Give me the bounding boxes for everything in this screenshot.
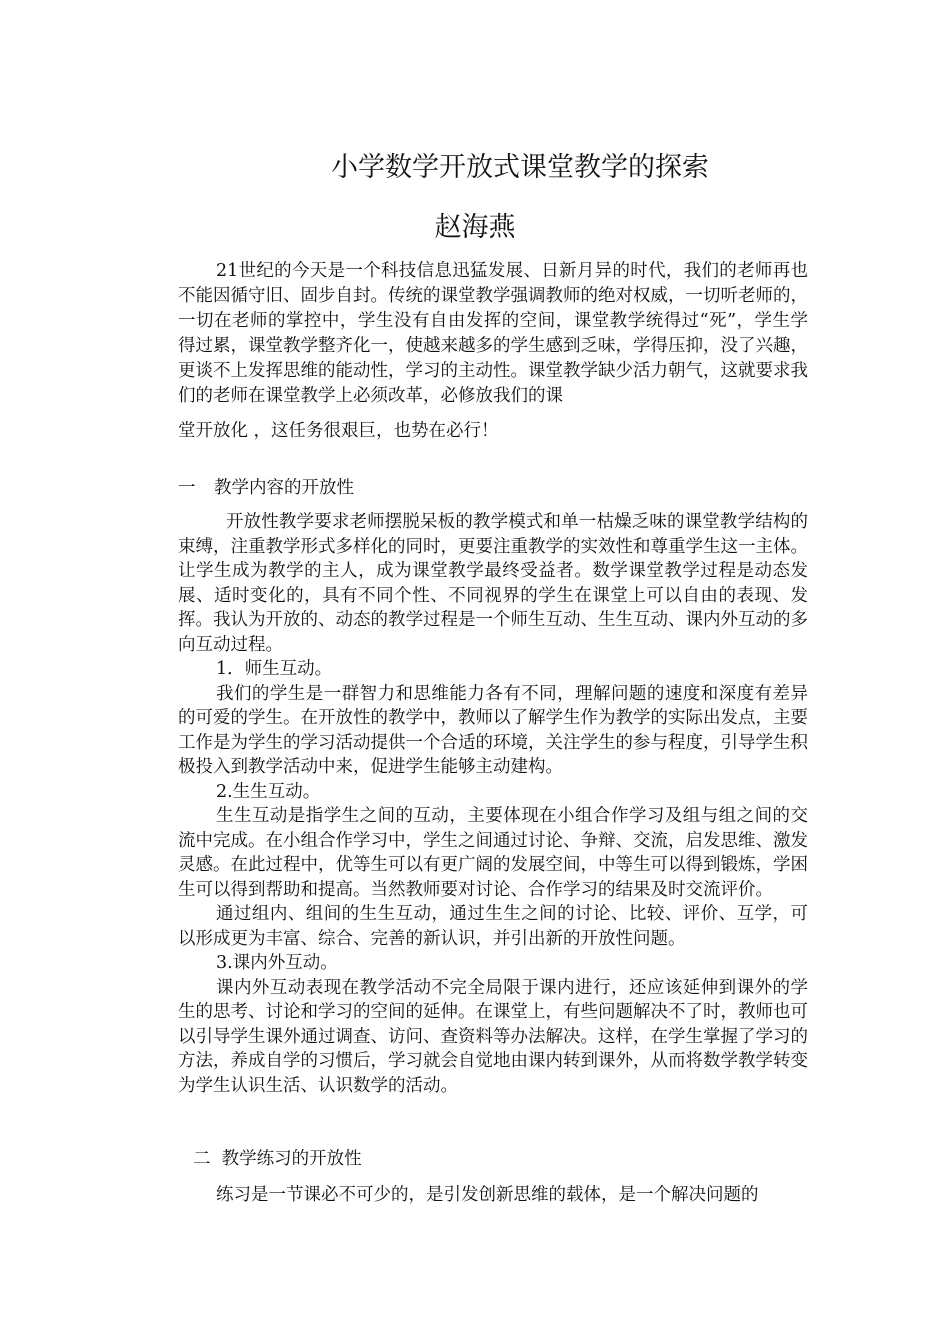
section1-body	[178, 510, 808, 1098]
subsection2-heading: 2.生生互动。	[216, 781, 321, 802]
subsection3-heading: 3.课内外互动。	[216, 953, 338, 973]
document-author: 赵海燕	[434, 212, 516, 243]
section2-heading-text: 教学练习的开放性	[221, 1149, 362, 1169]
section2-body	[178, 1183, 808, 1208]
section2-heading	[193, 1145, 362, 1170]
subsection2-paragraph: 生生互动是指学生之间的互动，主要体现在小组合作学习及组与组之间的交流中完成。在小组合作学习中，学生之间通过讨论、争辩、交流，启发思维、激发灵感。在此过程中，优等生可以有更广阔的发展空间，中等生可以得到锻炼，学困生可以得到帮助和提高。当然教师要对讨论、合作学习的结果及时交流评价。	[178, 806, 808, 900]
document-title: 小学数学开放式课堂教学的探索	[331, 152, 709, 183]
intro-paragraph: 21世纪的今天是一个科技信息迅猛发展、日新月异的时代，我们的老师再也不能因循守旧、固步自封。传统的课堂教学强调教师的绝对权威，一切听老师的，一切在老师的掌控中，学生没有自由发挥的空间，课堂教学统得过“死”，学生学得过累，课堂教学整齐化一，使越来越多的学生感到乏味，学得压抑，没了兴趣，更谈不上发挥思维的能动性，学习的主动性。课堂教学缺少活力朝气，这就要求我们的老师在课堂教学上必须改革，必修放我们的课	[178, 261, 808, 406]
subsection3-paragraph: 课内外互动表现在教学活动不完全局限于课内进行，还应该延伸到课外的学生的思考、讨论和学习的空间的延伸。在课堂上，有些问题解决不了时，教师也可以引导学生课外通过调查、访问、查资料等办法解决。这样，在学生掌握了学习的方法，养成自学的习惯后，学习就会自觉地由课内转到课外，从而将数学教学转变为学生认识生活、认识数学的活动。	[178, 977, 808, 1096]
section1-paragraph: 开放性教学要求老师摆脱呆板的教学模式和单一枯燥乏味的课堂教学结构的束缚，注重教学形式多样化的同时，更要注重教学的实效性和尊重学生这一主体。让学生成为教学的主人，成为课堂教学最终受益者。数学课堂教学过程是动态发展、适时变化的，具有不同个性、不同视界的学生在课堂上可以自由的表现、发挥。我认为开放的、动态的教学过程是一个师生互动、生生互动、课内外互动的多向互动过程。	[178, 512, 808, 655]
section1-number: 一	[178, 478, 196, 498]
subsection1-heading: 1．师生互动。	[216, 659, 333, 679]
intro-paragraph-tail: 堂开放化 ，这任务很艰巨，也势在必行！	[178, 421, 499, 441]
subsection1-paragraph: 我们的学生是一群智力和思维能力各有不同，理解问题的速度和深度有差异的可爱的学生。在开放性的教学中，教师以了解学生作为教学的实际出发点，主要工作是为学生的学习活动提供一个合适的环境，关注学生的参与程度，引导学生积极投入到教学活动中来，促进学生能够主动建构。	[178, 683, 808, 777]
section1-heading-text: 教学内容的开放性	[214, 478, 354, 498]
section2-number: 二	[193, 1149, 211, 1169]
intro-section	[178, 259, 808, 444]
section1-heading	[178, 474, 354, 499]
section2-paragraph: 练习是一节课必不可少的，是引发创新思维的载体，是一个解决问题的	[216, 1185, 759, 1205]
subsection2-paragraph-2: 通过组内、组间的生生互动，通过生生之间的讨论、比较、评价、互学，可以形成更为丰富、综合、完善的新认识，并引出新的开放性问题。	[178, 904, 808, 949]
